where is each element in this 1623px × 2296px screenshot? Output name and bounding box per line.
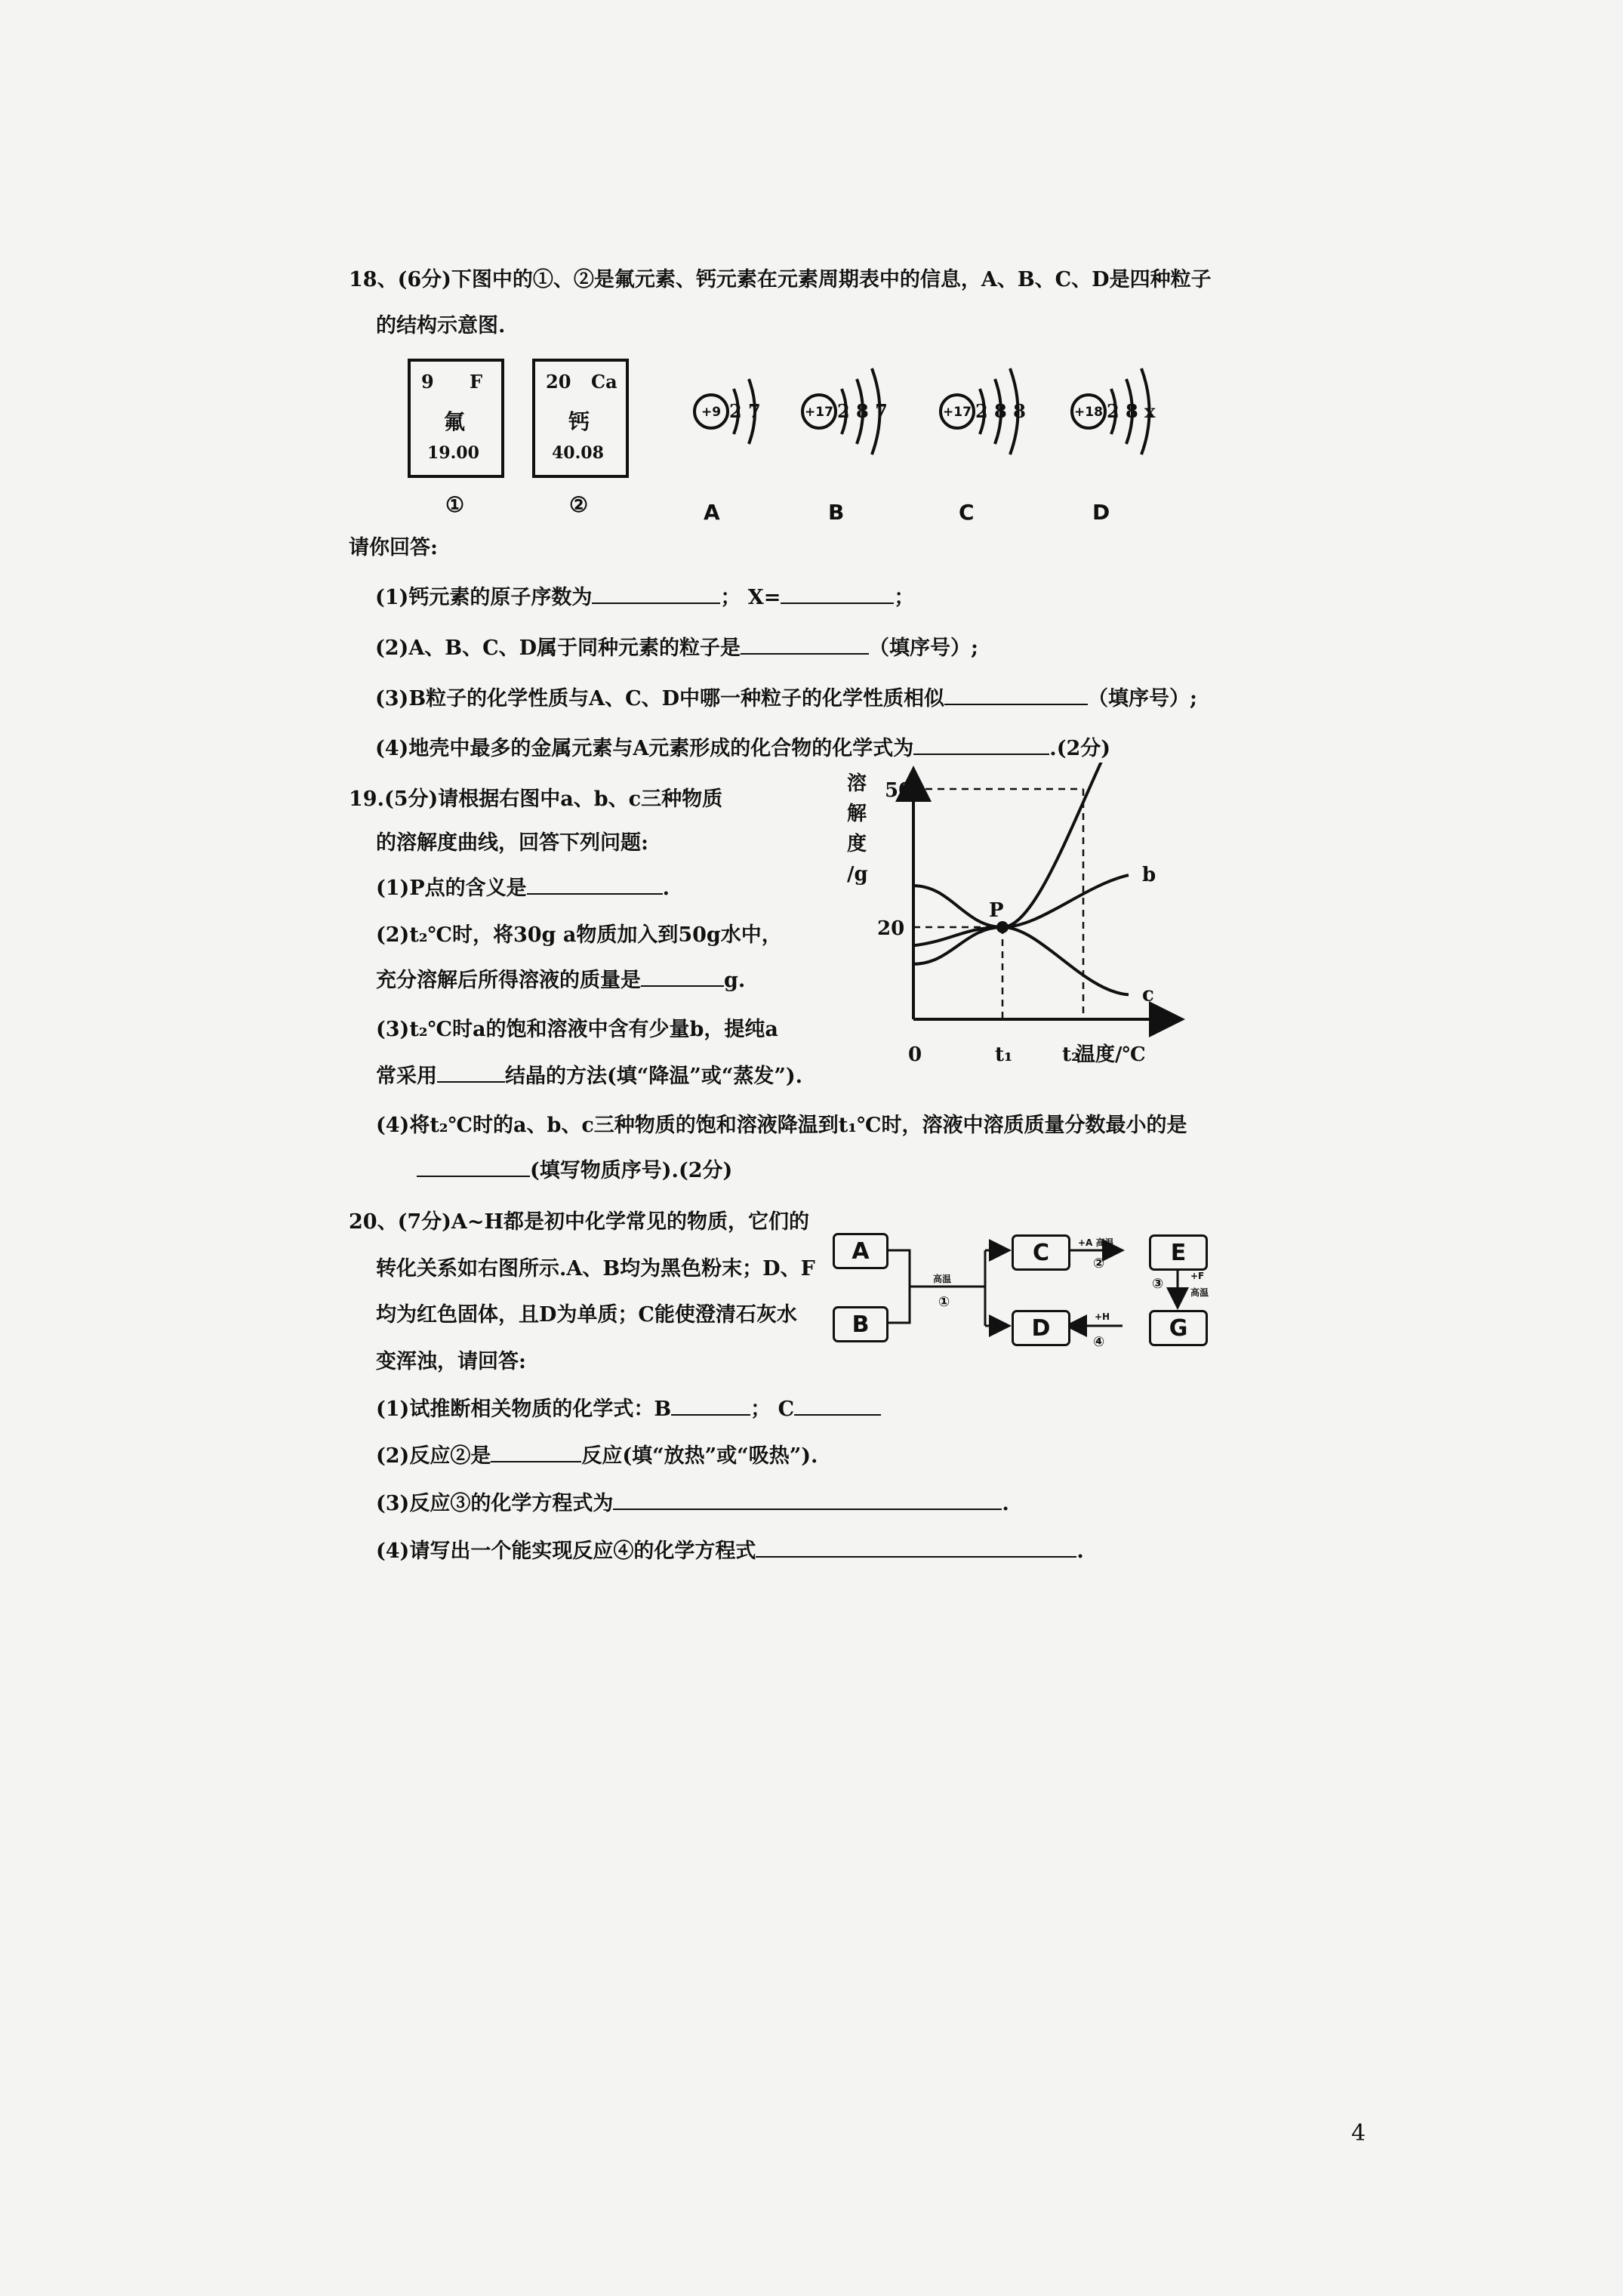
q18-sub2-text-a: (2)A、B、C、D属于同种元素的粒子是 [375, 636, 741, 660]
q20-line3: 均为红色固体，且D为单质；C能使澄清石灰水 [376, 1303, 797, 1327]
tick-x-t1: t₁ [995, 1043, 1013, 1066]
q18-prompt: 请你回答: [349, 536, 438, 559]
shells-b: 2 8 7 [837, 400, 888, 422]
curve-label-c: c [1142, 983, 1154, 1006]
element-name: 钙 [568, 409, 590, 434]
q18-sub1-text-c: ； [894, 586, 915, 609]
q20-sub3-text-a: (3)反应③的化学方程式为 [376, 1492, 614, 1515]
q19-sub4-text-b: (填写物质序号).(2分) [530, 1159, 733, 1182]
element-name: 氟 [444, 409, 466, 434]
q20-sub3-text-b: . [1002, 1492, 1009, 1515]
cell-label-2: ② [569, 492, 589, 517]
reaction3-condition: 高温 [1190, 1287, 1209, 1298]
q19-sub3-text-b: 常采用 [376, 1065, 437, 1088]
q18-sub4 [375, 738, 1110, 759]
q20-sub1 [376, 1399, 881, 1419]
q18-stem-line1: 18、(6分)下图中的①、②是氟元素、钙元素在元素周期表中的信息，A、B、C、D是四种粒子 [349, 268, 1212, 291]
origin-label: 0 [908, 1043, 922, 1066]
curve-b [913, 875, 1129, 945]
reaction3-label: ③ [1152, 1276, 1164, 1292]
q19-sub2-line2 [376, 970, 745, 991]
shells-c: 2 8 8 [975, 400, 1026, 422]
q19-sub1-text-b: . [662, 877, 670, 900]
ylabel-char-1: 溶 [847, 772, 867, 795]
q19-line1: 19.(5分)请根据右图中a、b、c三种物质 [349, 787, 723, 811]
curve-a [913, 763, 1129, 964]
q20-line1: 20、(7分)A~H都是初中化学常见的物质，它们的 [349, 1210, 809, 1234]
atomic-number: 9 [421, 371, 434, 393]
answer-blank[interactable] [741, 652, 869, 655]
q19-line2: 的溶解度曲线，回答下列问题: [376, 831, 648, 855]
periodic-cell-fluorine [408, 359, 504, 478]
answer-blank[interactable] [527, 892, 663, 895]
q20-sub2 [376, 1446, 818, 1466]
atomic-number: 20 [546, 371, 571, 393]
q19-sub4-line2 [417, 1160, 732, 1181]
flow-box-b: B [833, 1306, 888, 1342]
nucleus-c-charge: +17 [943, 405, 972, 420]
q20-line4: 变浑浊，请回答: [376, 1350, 526, 1373]
q19-sub2-text-c: g. [724, 969, 746, 992]
answer-blank[interactable] [613, 1508, 1002, 1510]
q18-sub4-text-b: .(2分) [1049, 737, 1111, 760]
answer-blank[interactable] [641, 985, 724, 987]
atomic-structure-diagrams [664, 332, 1306, 491]
q19-sub1 [376, 878, 670, 898]
flow-box-c: C [1012, 1234, 1070, 1271]
flow-box-d: D [1012, 1310, 1070, 1346]
q18-stem-line2: 的结构示意图. [376, 314, 506, 337]
shells-d: 2 8 x [1107, 400, 1156, 422]
shells-a: 2 7 [729, 400, 761, 422]
q19-sub3-text-c: 结晶的方法(填“降温”或“蒸发”). [505, 1065, 803, 1088]
q19-sub3-line2 [376, 1066, 802, 1086]
particle-label-c: C [959, 500, 975, 525]
curve-label-b: b [1142, 864, 1156, 887]
nucleus-d-charge: +18 [1074, 405, 1103, 420]
particle-label-b: B [828, 500, 845, 525]
flow-box-e: E [1149, 1234, 1208, 1271]
q19-sub3-line1: (3)t₂℃时a的饱和溶液中含有少量b，提纯a [376, 1018, 778, 1041]
point-p [998, 923, 1007, 932]
page-number: 4 [1351, 2120, 1366, 2147]
flow-box-g: G [1149, 1310, 1208, 1346]
answer-blank[interactable] [491, 1460, 581, 1462]
x-axis-label: 温度/℃ [1076, 1043, 1146, 1066]
answer-blank[interactable] [794, 1413, 881, 1416]
q20-sub1-text-a: (1)试推断相关物质的化学式：B [376, 1398, 672, 1421]
q18-sub1-text-b: ； X= [720, 586, 781, 609]
reaction3-reagent: +F [1190, 1271, 1205, 1281]
q20-sub2-text-a: (2)反应②是 [376, 1444, 491, 1468]
answer-blank[interactable] [756, 1555, 1076, 1558]
q18-sub1 [375, 587, 914, 608]
reaction1-label: ① [938, 1294, 950, 1310]
element-symbol: Ca [591, 371, 617, 393]
ylabel-char-4: /g [847, 863, 868, 886]
tick-y-50: 50 [885, 779, 913, 802]
tick-y-20: 20 [877, 917, 905, 940]
atomic-mass: 40.08 [552, 443, 604, 463]
q18-sub4-text-a: (4)地壳中最多的金属元素与A元素形成的化合物的化学式为 [375, 737, 914, 760]
answer-blank[interactable] [592, 602, 720, 604]
nucleus-a-charge: +9 [701, 405, 722, 420]
reaction1-condition: 高温 [933, 1274, 952, 1284]
q20-sub4-text-a: (4)请写出一个能实现反应④的化学方程式 [376, 1539, 756, 1563]
point-p-label: P [989, 899, 1004, 922]
q20-sub3 [376, 1493, 1009, 1514]
curve-c [913, 886, 1129, 994]
element-symbol: F [470, 371, 483, 393]
reaction2-label: ② [1093, 1256, 1105, 1271]
q18-sub3-text-a: (3)B粒子的化学性质与A、C、D中哪一种粒子的化学性质相似 [375, 687, 945, 710]
q19-sub2-line1: (2)t₂℃时，将30g a物质加入到50g水中， [376, 923, 782, 947]
particle-label-d: D [1092, 500, 1110, 525]
solubility-curves [913, 763, 1129, 994]
q20-sub4-text-b: . [1076, 1539, 1084, 1563]
q18-sub2 [375, 638, 978, 658]
answer-blank[interactable] [437, 1080, 505, 1083]
reaction4-label: ④ [1093, 1334, 1105, 1350]
q18-sub2-text-b: （填序号）; [869, 636, 978, 660]
flow-box-a: A [833, 1233, 888, 1269]
q18-sub3-text-b: （填序号）; [1088, 687, 1197, 710]
tick-x-t2: t₂ [1062, 1043, 1080, 1066]
particle-label-a: A [704, 500, 720, 525]
answer-blank[interactable] [417, 1175, 530, 1177]
periodic-cell-calcium [532, 359, 629, 478]
q18-sub1-text-a: (1)钙元素的原子序数为 [375, 586, 593, 609]
reaction2-condition: +A 高温 [1078, 1237, 1114, 1248]
solubility-chart [838, 763, 1193, 1072]
q19-sub2-text-b: 充分溶解后所得溶液的质量是 [376, 969, 641, 992]
ylabel-char-3: 度 [847, 833, 867, 855]
q18-sub3 [375, 689, 1197, 709]
q20-line2: 转化关系如右图所示.A、B均为黑色粉末；D、F [376, 1257, 815, 1281]
reaction4-reagent: +H [1095, 1311, 1110, 1322]
cell-label-1: ① [445, 492, 465, 517]
answer-blank[interactable] [781, 602, 894, 604]
ylabel-char-2: 解 [847, 803, 867, 825]
q20-sub1-text-b: ； C [750, 1398, 795, 1421]
answer-blank[interactable] [671, 1413, 750, 1416]
q20-sub2-text-b: 反应(填“放热”或“吸热”). [581, 1444, 818, 1468]
q20-sub4 [376, 1541, 1084, 1561]
answer-blank[interactable] [944, 703, 1088, 705]
atomic-mass: 19.00 [427, 443, 479, 463]
q19-sub4-line1: (4)将t₂℃时的a、b、c三种物质的饱和溶液降温到t₁℃时，溶液中溶质质量分数最小的是 [376, 1114, 1187, 1137]
answer-blank[interactable] [913, 753, 1049, 755]
q19-sub1-text-a: (1)P点的含义是 [376, 877, 527, 900]
nucleus-b-charge: +17 [805, 405, 833, 420]
